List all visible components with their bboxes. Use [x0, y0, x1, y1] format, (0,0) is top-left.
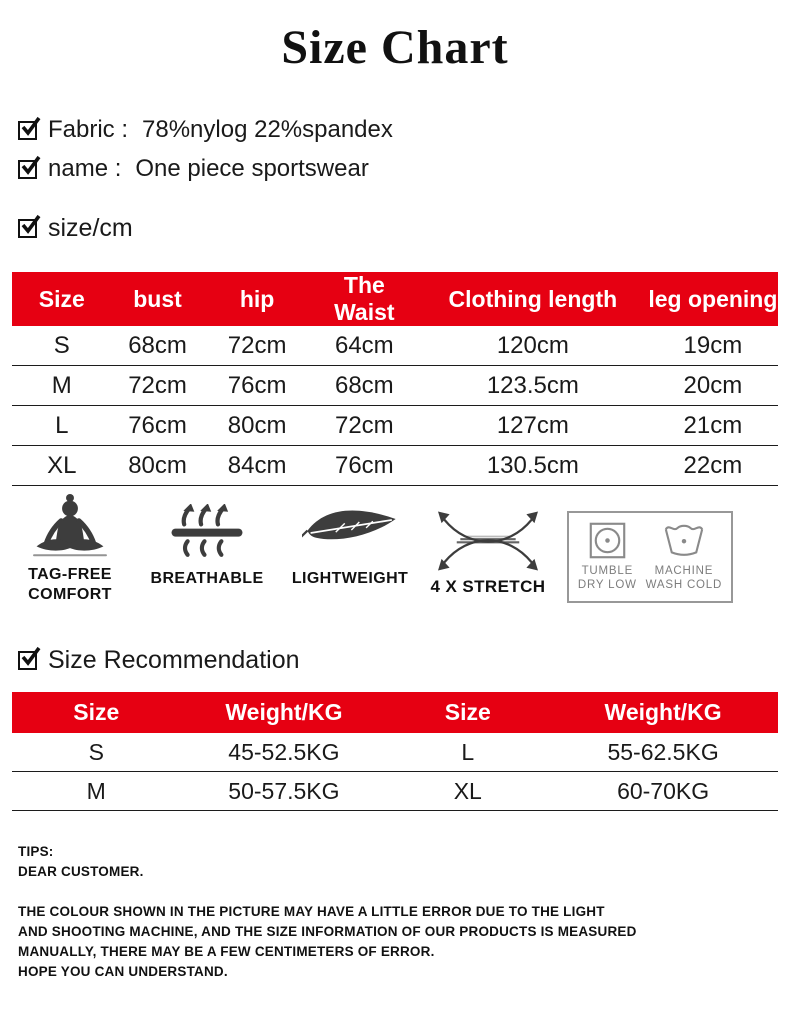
cell: 60-70KG [548, 772, 778, 811]
size-table-header-row [12, 272, 778, 326]
tips-text-line: THE COLOUR SHOWN IN THE PICTURE MAY HAVE A LITTLE ERROR DUE TO THE LIGHT [18, 904, 605, 919]
cell: 72cm [311, 406, 418, 446]
cell: 21cm [648, 406, 778, 446]
stretch-icon [438, 511, 538, 571]
fabric-row [18, 116, 393, 144]
cell: 84cm [203, 446, 310, 486]
care-label: MACHINE [654, 565, 714, 577]
table-row [12, 446, 778, 486]
tumble-dry-icon [589, 522, 626, 559]
care-label: TUMBLE [581, 565, 634, 577]
fabric-label: Fabric : [48, 116, 129, 143]
name-row [18, 155, 369, 183]
size-recommendation-heading-row [18, 646, 300, 675]
cell: XL [387, 772, 548, 811]
col-header-size: Size [387, 692, 548, 733]
col-header-weight: Weight/KG [181, 692, 388, 733]
checked-checkbox-icon [18, 160, 37, 179]
feature-label: COMFORT [28, 586, 112, 603]
size-recommendation-table [12, 692, 778, 811]
size-chart-table [12, 272, 778, 486]
cell: 20cm [648, 366, 778, 406]
cell: L [12, 406, 112, 446]
tips-greeting: DEAR CUSTOMER. [18, 864, 144, 879]
care-item-tumble-dry [578, 522, 637, 592]
feature-4x-stretch [428, 511, 548, 597]
fabric-value: 78%nylog 22%spandex [142, 116, 393, 143]
feature-label: 4 X STRETCH [430, 577, 546, 596]
cell: S [12, 733, 181, 772]
table-row [12, 772, 778, 811]
feature-label: LIGHTWEIGHT [291, 570, 409, 587]
cell: L [387, 733, 548, 772]
col-header-size: Size [12, 692, 181, 733]
care-label: DRY LOW [577, 579, 637, 591]
feature-tag-free-comfort [12, 489, 128, 605]
feature-label: BREATHABLE [150, 570, 264, 587]
feather-icon [302, 499, 398, 557]
cell: 130.5cm [418, 446, 648, 486]
care-instructions-box [567, 511, 733, 603]
feature-lightweight [292, 499, 408, 589]
cell: 120cm [418, 326, 648, 366]
size-unit-label: size/cm [48, 214, 133, 242]
table-row [12, 326, 778, 366]
col-header-bust: bust [112, 272, 204, 326]
tips-section [18, 842, 637, 982]
tips-title: TIPS: [18, 844, 54, 859]
col-header-weight: Weight/KG [548, 692, 778, 733]
checked-checkbox-icon [18, 121, 37, 140]
page-title: Size Chart [281, 21, 509, 74]
rec-table-header-row [12, 692, 778, 733]
col-header-waist: The Waist [311, 272, 418, 326]
cell: 76cm [112, 406, 204, 446]
checked-checkbox-icon [18, 651, 37, 670]
cell: 22cm [648, 446, 778, 486]
cell: 76cm [203, 366, 310, 406]
cell: XL [12, 446, 112, 486]
cell: M [12, 366, 112, 406]
table-row [12, 366, 778, 406]
cell: 127cm [418, 406, 648, 446]
cell: 72cm [112, 366, 204, 406]
cell: 80cm [203, 406, 310, 446]
name-label: name : [48, 155, 122, 182]
cell: M [12, 772, 181, 811]
col-header-hip: hip [203, 272, 310, 326]
care-item-machine-wash [646, 522, 722, 592]
name-value: One piece sportswear [135, 155, 369, 182]
feature-label: TAG-FREE [28, 566, 112, 583]
tips-text-line: MANUALLY, THERE MAY BE A FEW CENTIMETERS OF ERROR. [18, 944, 435, 959]
care-label: WASH COLD [645, 579, 723, 591]
cell: 45-52.5KG [181, 733, 388, 772]
cell: 68cm [112, 326, 204, 366]
table-row [12, 733, 778, 772]
col-header-leg-opening: leg opening [648, 272, 778, 326]
feature-breathable [152, 504, 262, 589]
cell: S [12, 326, 112, 366]
tips-text-line: HOPE YOU CAN UNDERSTAND. [18, 964, 228, 979]
yoga-icon [26, 489, 114, 565]
cell: 55-62.5KG [548, 733, 778, 772]
cell: 76cm [311, 446, 418, 486]
cell: 80cm [112, 446, 204, 486]
machine-wash-icon [663, 522, 705, 559]
cell: 50-57.5KG [181, 772, 388, 811]
cell: 72cm [203, 326, 310, 366]
size-unit-row [18, 214, 133, 243]
col-header-clothing-length: Clothing length [418, 272, 648, 326]
tips-text-line: AND SHOOTING MACHINE, AND THE SIZE INFORMATION OF OUR PRODUCTS IS MEASURED [18, 924, 637, 939]
table-row [12, 406, 778, 446]
size-recommendation-heading: Size Recommendation [48, 646, 300, 674]
cell: 123.5cm [418, 366, 648, 406]
cell: 64cm [311, 326, 418, 366]
cell: 19cm [648, 326, 778, 366]
checked-checkbox-icon [18, 219, 37, 238]
col-header-size: Size [12, 272, 112, 326]
breathable-icon [169, 504, 245, 560]
cell: 68cm [311, 366, 418, 406]
